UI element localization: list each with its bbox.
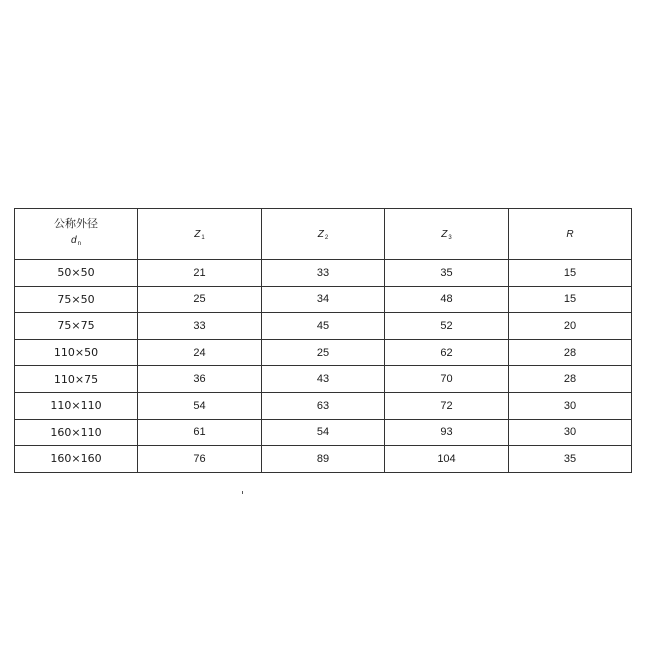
cell-size: 75×75 bbox=[15, 313, 138, 340]
cell-size: 75×50 bbox=[15, 286, 138, 313]
cell-r: 28 bbox=[509, 366, 632, 393]
cell-r: 28 bbox=[509, 339, 632, 366]
cell-size: 110×75 bbox=[15, 366, 138, 393]
table-row bbox=[15, 260, 632, 287]
cell-z2: 33 bbox=[262, 260, 385, 287]
table-row bbox=[15, 313, 632, 340]
cell-z3: 72 bbox=[385, 392, 509, 419]
cell-z3: 104 bbox=[385, 446, 509, 473]
cell-z2: 63 bbox=[262, 392, 385, 419]
cell-z1: 24 bbox=[138, 339, 262, 366]
cell-z1: 33 bbox=[138, 313, 262, 340]
cell-r: 15 bbox=[509, 260, 632, 287]
header-z1-subscript: 1 bbox=[201, 234, 205, 241]
cell-z3: 62 bbox=[385, 339, 509, 366]
table-row bbox=[15, 366, 632, 393]
cell-z3: 70 bbox=[385, 366, 509, 393]
table-row bbox=[15, 419, 632, 446]
cell-r: 30 bbox=[509, 419, 632, 446]
cell-size: 110×110 bbox=[15, 392, 138, 419]
header-dn-letter: d bbox=[71, 235, 77, 246]
cell-z3: 93 bbox=[385, 419, 509, 446]
header-r-letter: R bbox=[566, 229, 574, 240]
cell-z2: 45 bbox=[262, 313, 385, 340]
header-z2-subscript: 2 bbox=[324, 234, 329, 241]
table-row bbox=[15, 286, 632, 313]
cell-z3: 48 bbox=[385, 286, 509, 313]
cell-r: 20 bbox=[509, 313, 632, 340]
header-r bbox=[509, 209, 632, 260]
cell-z1: 36 bbox=[138, 366, 262, 393]
cell-z1: 54 bbox=[138, 392, 262, 419]
table-row bbox=[15, 446, 632, 473]
header-nominal-diameter bbox=[15, 209, 138, 260]
table-header-row bbox=[15, 209, 632, 260]
cell-size: 160×110 bbox=[15, 419, 138, 446]
cell-z2: 34 bbox=[262, 286, 385, 313]
dimensions-table bbox=[14, 208, 632, 473]
cell-r: 30 bbox=[509, 392, 632, 419]
cell-z2: 25 bbox=[262, 339, 385, 366]
cell-z2: 54 bbox=[262, 419, 385, 446]
cell-z3: 52 bbox=[385, 313, 509, 340]
header-z3-letter: Z bbox=[441, 228, 448, 240]
header-z1-letter: Z bbox=[194, 228, 201, 240]
cell-r: 35 bbox=[509, 446, 632, 473]
cell-size: 110×50 bbox=[15, 339, 138, 366]
cell-z1: 61 bbox=[138, 419, 262, 446]
cell-z1: 76 bbox=[138, 446, 262, 473]
header-nominal-diameter-label: 公称外径 bbox=[54, 217, 98, 230]
header-z2-letter: Z bbox=[317, 228, 324, 240]
header-z3-subscript: 3 bbox=[448, 234, 452, 241]
cell-size: 160×160 bbox=[15, 446, 138, 473]
table-row bbox=[15, 339, 632, 366]
stray-dot-mark bbox=[242, 491, 243, 494]
cell-z2: 89 bbox=[262, 446, 385, 473]
cell-r: 15 bbox=[509, 286, 632, 313]
cell-z1: 25 bbox=[138, 286, 262, 313]
table-row bbox=[15, 392, 632, 419]
header-z1 bbox=[138, 209, 262, 260]
header-z2 bbox=[262, 209, 385, 260]
cell-size: 50×50 bbox=[15, 260, 138, 287]
cell-z3: 35 bbox=[385, 260, 509, 287]
header-dn-symbol bbox=[15, 232, 137, 252]
cell-z2: 43 bbox=[262, 366, 385, 393]
header-dn-subscript: n bbox=[77, 241, 81, 247]
cell-z1: 21 bbox=[138, 260, 262, 287]
header-z3 bbox=[385, 209, 509, 260]
